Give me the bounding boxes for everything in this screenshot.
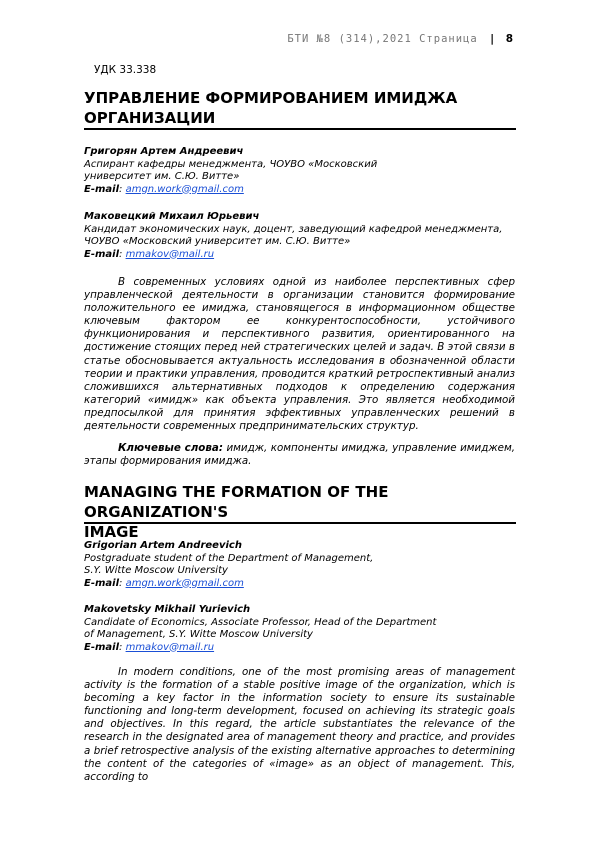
author-affiliation-line: Кандидат экономических наук, доцент, заведующий кафедрой менеджмента, <box>84 223 503 235</box>
author-email-row: E-mail: mmakov@mail.ru <box>84 641 215 653</box>
en-author-2 <box>84 604 524 654</box>
en-author-1 <box>84 540 524 590</box>
author-name: Григорян Артем Андреевич <box>84 146 244 157</box>
email-label: E-mail <box>84 641 120 653</box>
author-email-link[interactable]: mmakov@mail.ru <box>125 641 215 653</box>
en-abstract-text: In modern conditions, one of the most promising areas of management activity is the formation of a stable positive image of the organization, which is becoming a key factor in the information society to ensure its sustainable functioning and long-term development, focused on achieving its strategic goals and objectives. In this regard, the article substantiates the relevance of the research in the designated area of management theory and practice, and provides a brief retrospective analysis of the existing alternative approaches to determining the content of the categories of «image» as an object of management. This, according to <box>84 666 515 783</box>
author-email-row: E-mail: mmakov@mail.ru <box>84 248 215 260</box>
page-number: 8 <box>505 33 514 45</box>
ru-title-line1: УПРАВЛЕНИЕ ФОРМИРОВАНИЕМ ИМИДЖА <box>84 89 458 107</box>
author-affiliation-line: of Management, S.Y. Witte Moscow University <box>84 629 313 640</box>
journal-issue: БТИ №8 (314),2021 Страница <box>287 33 478 45</box>
author-name: Grigorian Artem Andreevich <box>84 540 242 551</box>
title-rule <box>84 128 516 130</box>
author-affiliation-line: Аспирант кафедры менеджмента, ЧОУВО «Московский <box>84 158 378 170</box>
email-label: E-mail <box>84 577 120 589</box>
en-title-line1: MANAGING THE FORMATION OF THE ORGANIZATION'S <box>84 483 389 521</box>
header-separator: | <box>489 33 497 45</box>
udc-code: УДК 33.338 <box>94 64 157 76</box>
author-affiliation-line: Candidate of Economics, Associate Professor, Head of the Department <box>84 616 437 628</box>
author-name: Makovetsky Mikhail Yurievich <box>84 604 251 615</box>
ru-author-2 <box>84 211 524 261</box>
title-rule <box>84 522 516 524</box>
en-title-line2: IMAGE <box>84 523 139 541</box>
author-email-link[interactable]: amgn.work@gmail.com <box>125 183 244 195</box>
author-email-link[interactable]: amgn.work@gmail.com <box>125 577 244 589</box>
ru-abstract <box>84 276 515 433</box>
en-title <box>84 482 516 542</box>
ru-keywords <box>84 442 515 468</box>
keywords-label: Ключевые слова: <box>118 442 223 454</box>
email-label: E-mail <box>84 183 120 195</box>
author-name: Маковецкий Михаил Юрьевич <box>84 211 260 222</box>
running-header <box>0 33 514 45</box>
author-email-row: E-mail: amgn.work@gmail.com <box>84 577 244 589</box>
author-email-link[interactable]: mmakov@mail.ru <box>125 248 215 260</box>
keywords-text: имидж, компоненты имиджа, управление имиджем, этапы формирования имиджа. <box>84 442 515 468</box>
ru-abstract-text: В современных условиях одной из наиболее перспективных сфер управленческой деятельности в организации становится формирование положительного ее имиджа, становящегося в информационном обществе ключевым фактором ее конкурентоспособности, устойчивого функционирования и перспективного развития, ориентированного на достижение стоящих перед ней стратегических целей и задач. В этой связи в статье обосновывается актуальность исследования в обозначенной области теории и практики управления, проводится краткий ретроспективный анализ сложившихся альтернативных подходов к определению содержания категорий «имидж» как объекта управления. Это является необходимой предпосылкой для принятия эффективных управленческих решений в деятельности современных предпринимательских структур. <box>84 276 515 433</box>
ru-title-line2: ОРГАНИЗАЦИИ <box>84 109 216 127</box>
author-affiliation-line: ЧОУВО «Московский университет им. С.Ю. Витте» <box>84 236 351 247</box>
ru-title <box>84 88 516 128</box>
en-abstract <box>84 666 515 784</box>
author-affiliation-line: университет им. С.Ю. Витте» <box>84 171 240 182</box>
author-affiliation-line: S.Y. Witte Moscow University <box>84 565 228 576</box>
author-email-row: E-mail: amgn.work@gmail.com <box>84 183 244 195</box>
author-affiliation-line: Postgraduate student of the Department of Management, <box>84 552 374 564</box>
ru-author-1 <box>84 146 524 196</box>
email-label: E-mail <box>84 248 120 260</box>
